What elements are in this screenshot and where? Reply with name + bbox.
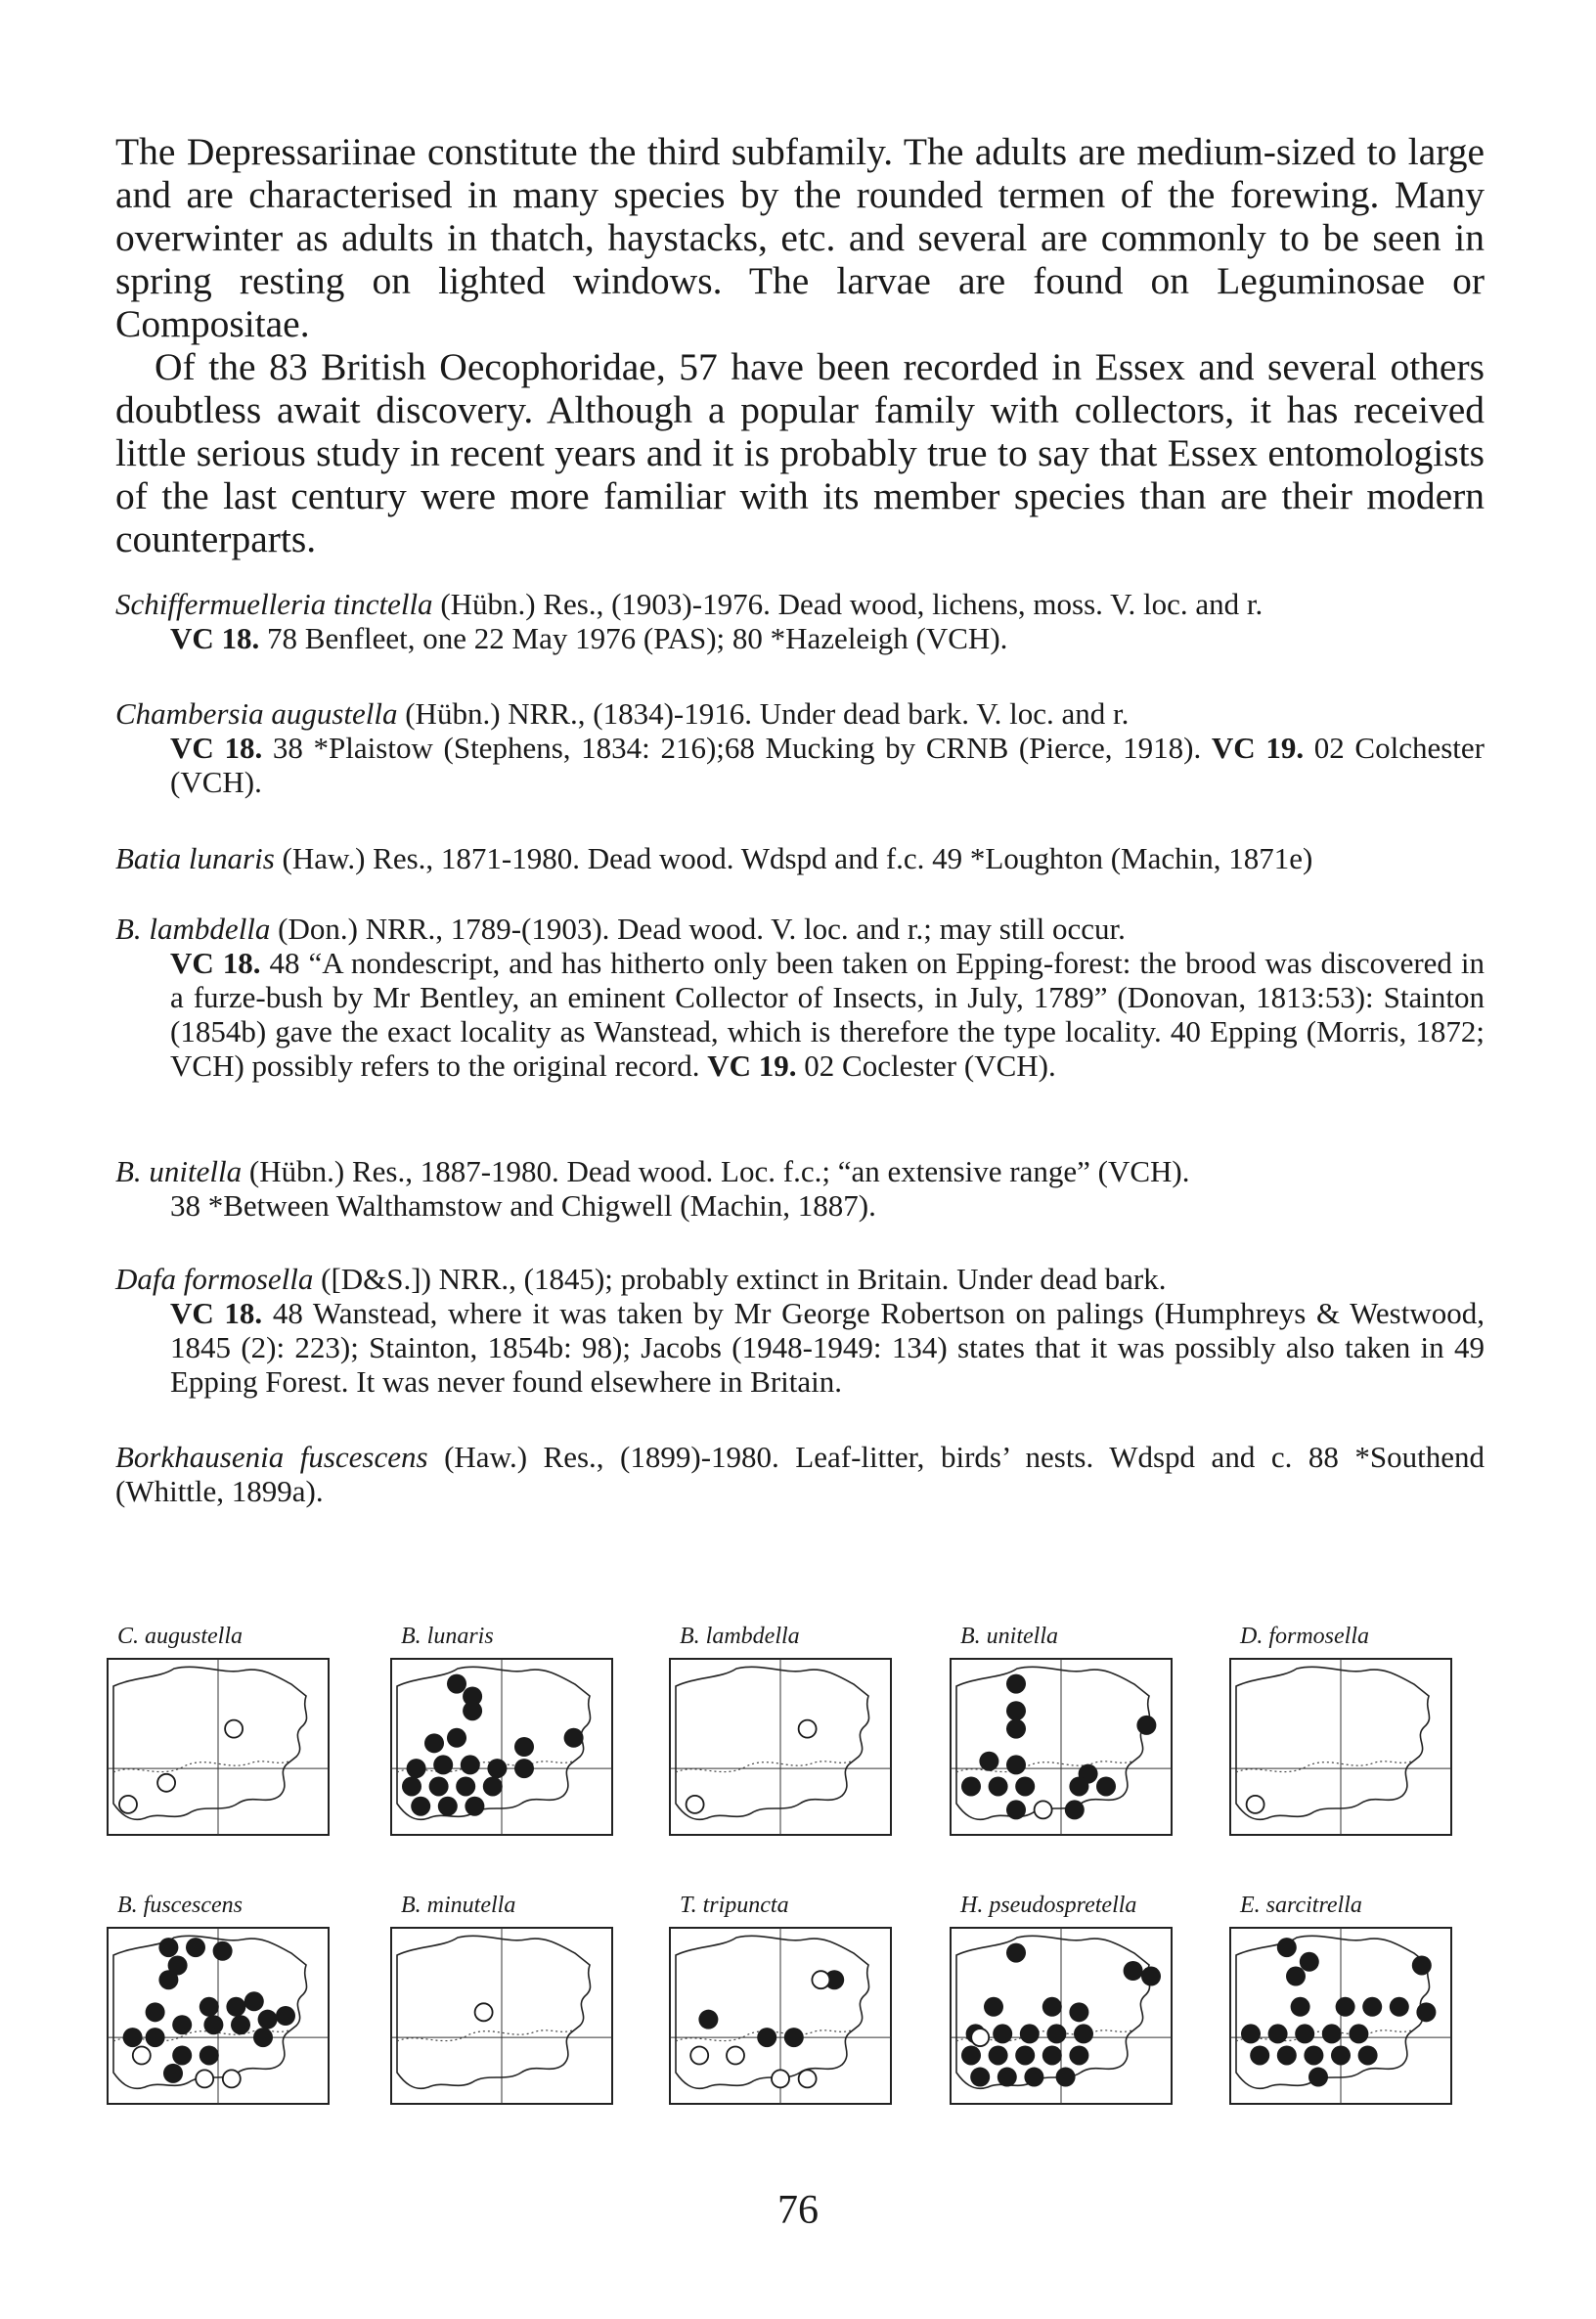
record-dot-recent — [487, 1759, 507, 1778]
record-dot-old — [225, 1720, 243, 1738]
record-dot-recent — [1358, 2045, 1378, 2065]
record-dot-recent — [1136, 1716, 1156, 1735]
record-dot-recent — [203, 2015, 223, 2034]
map-label: T. tripuncta — [680, 1893, 789, 1918]
record-dot-recent — [163, 2064, 183, 2083]
map-label: B. lunaris — [401, 1624, 494, 1649]
record-dot-recent — [1046, 2024, 1066, 2043]
record-dot-recent — [483, 1776, 503, 1796]
map-label: H. pseudospretella — [960, 1893, 1137, 1918]
record-dot-recent — [1390, 1997, 1409, 2017]
essex-map — [1228, 1657, 1453, 1837]
record-dot-recent — [1241, 2024, 1261, 2043]
vice-county: VC 18. — [170, 1296, 263, 1330]
species-entry — [115, 696, 1485, 799]
county-outline — [397, 1936, 591, 2088]
record-dot-recent — [1024, 2068, 1043, 2087]
page-number: 76 — [777, 2188, 819, 2233]
species-status: (Haw.) Res., (1899)-1980. Leaf-litter, birds’ nests. Wdspd and c. 88 *Southend (Whittle, 1899a). — [115, 1440, 1485, 1508]
essex-map — [389, 1926, 614, 2106]
record-dot-recent — [1331, 2045, 1351, 2065]
record-dot-recent — [158, 1938, 178, 1957]
map-label: B. minutella — [401, 1893, 516, 1918]
species-entry — [115, 912, 1485, 1083]
essex-map — [389, 1657, 614, 1837]
record-dot-recent — [1042, 2045, 1062, 2065]
distribution-map — [1228, 1893, 1483, 2106]
vice-county-boundary — [1236, 1761, 1414, 1772]
record-dot-recent — [1277, 1938, 1297, 1957]
species-name: Dafa formosella — [115, 1262, 314, 1296]
record-dot-recent — [1336, 1997, 1355, 2017]
essex-map — [1228, 1926, 1453, 2106]
vice-county: VC 18. — [170, 621, 260, 655]
record-dot-recent — [1295, 2024, 1314, 2043]
record-dot-recent — [698, 2010, 718, 2029]
record-dot-old — [690, 2046, 708, 2064]
vice-county-boundary — [676, 1761, 854, 1772]
species-record: 48 “A nondescript, and has hitherto only been taken on Epping-forest: the brood was discovered in a furze-bush by Mr Bentley, an eminent Collector of Insects, in July, 1789” (Donovan, 1813:53): Stainton (1854b) gave the exact locality as Wanstead, which is therefore the type locality. 40 Epping (Morris, 1872; VCH) possibly refers to the original record. — [170, 946, 1485, 1083]
record-dot-old — [727, 2046, 744, 2064]
record-dot-recent — [200, 1997, 219, 2017]
record-dot-recent — [1042, 1997, 1062, 2017]
record-dot-recent — [213, 1941, 233, 1961]
distribution-map — [106, 1624, 360, 1837]
record-dot-recent — [757, 2028, 776, 2047]
county-outline — [956, 1667, 1150, 1819]
record-dot-recent — [407, 1759, 426, 1778]
record-dot-old — [971, 2029, 989, 2046]
county-outline — [113, 1667, 307, 1819]
record-dot-old — [687, 1796, 704, 1813]
record-dot-recent — [172, 2015, 192, 2034]
record-dot-recent — [1349, 2024, 1368, 2043]
record-dot-old — [157, 1774, 175, 1792]
record-dot-recent — [158, 1970, 178, 1989]
species-status: (Hübn.) Res., (1903)-1976. Dead wood, lichens, moss. V. loc. and r. — [440, 587, 1264, 621]
map-label: B. unitella — [960, 1624, 1058, 1649]
record-dot-recent — [465, 1797, 484, 1816]
record-dot-recent — [447, 1728, 466, 1748]
record-dot-old — [475, 2003, 493, 2021]
species-record: 78 Benfleet, one 22 May 1976 (PAS); 80 *Hazeleigh (VCH). — [267, 621, 1008, 655]
record-dot-recent — [1069, 2045, 1088, 2065]
species-entry — [115, 841, 1485, 875]
record-dot-recent — [231, 2015, 250, 2034]
record-dot-recent — [1277, 2045, 1297, 2065]
intro-paragraph-2: Of the 83 British Oecophoridae, 57 have been recorded in Essex and several others doubtless await discovery. Although a popular family with collectors, it has received little serious study in recent years and it is probably true to say that Essex entomologists of the last century were more familiar with its member species than are their modern counterparts. — [115, 345, 1485, 560]
record-dot-recent — [1362, 1997, 1382, 2017]
distribution-map — [389, 1893, 643, 2106]
county-outline — [676, 1667, 869, 1819]
record-dot-old — [133, 2046, 151, 2064]
record-dot-old — [812, 1971, 829, 1988]
record-dot-recent — [1020, 2024, 1040, 2043]
species-entry — [115, 1440, 1485, 1508]
record-dot-recent — [1006, 1719, 1026, 1739]
vice-county-boundary — [397, 2029, 575, 2041]
species-name: Schiffermuelleria tinctella — [115, 587, 433, 621]
distribution-map — [668, 1893, 922, 2106]
record-dot-old — [772, 2070, 789, 2087]
species-name: B. lambdella — [115, 912, 271, 946]
essex-map — [949, 1926, 1174, 2106]
record-dot-recent — [514, 1737, 534, 1757]
record-dot-recent — [226, 1997, 245, 2017]
species-status: ([D&S.]) NRR., (1845); probably extinct in Britain. Under dead bark. — [321, 1262, 1167, 1296]
record-dot-recent — [1291, 1997, 1310, 2017]
record-dot-recent — [1141, 1967, 1161, 1986]
distribution-map — [949, 1893, 1203, 2106]
vice-county: VC 18. — [170, 946, 261, 980]
vice-county: VC 18. — [170, 731, 263, 765]
record-dot-recent — [146, 2028, 165, 2047]
distribution-maps — [106, 1624, 1504, 2171]
species-record: 38 *Plaistow (Stephens, 1834: 216);68 Mucking by CRNB (Pierce, 1918). — [272, 731, 1202, 765]
record-dot-recent — [1268, 2024, 1288, 2043]
record-dot-recent — [244, 1991, 264, 2011]
record-dot-recent — [456, 1776, 475, 1796]
map-label: C. augustella — [117, 1624, 244, 1649]
species-entry — [115, 1262, 1485, 1399]
species-record: 02 Coclester (VCH). — [804, 1048, 1056, 1083]
map-label: B. lambdella — [680, 1624, 800, 1649]
species-record: 38 *Between Walthamstow and Chigwell (Machin, 1887). — [170, 1188, 876, 1223]
record-dot-recent — [1416, 2002, 1436, 2022]
record-dot-recent — [564, 1728, 584, 1748]
record-dot-recent — [784, 2028, 804, 2047]
distribution-map — [1228, 1624, 1483, 1837]
vice-county: VC 19. — [707, 1048, 797, 1083]
record-dot-old — [799, 2070, 817, 2087]
record-dot-recent — [979, 1752, 998, 1771]
record-dot-recent — [438, 1797, 458, 1816]
record-dot-recent — [461, 1755, 480, 1774]
essex-map — [106, 1926, 331, 2106]
record-dot-recent — [1074, 2024, 1093, 2043]
record-dot-recent — [961, 2045, 981, 2065]
distribution-map — [389, 1624, 643, 1837]
record-dot-recent — [1006, 1800, 1026, 1819]
record-dot-recent — [402, 1776, 421, 1796]
record-dot-recent — [1056, 2068, 1076, 2087]
species-status: (Don.) NRR., 1789-(1903). Dead wood. V. loc. and r.; may still occur. — [278, 912, 1126, 946]
essex-map — [949, 1657, 1174, 1837]
record-dot-recent — [276, 2006, 295, 2026]
vice-county: VC 19. — [1211, 731, 1305, 765]
record-dot-recent — [989, 2045, 1008, 2065]
map-label: E. sarcitrella — [1240, 1893, 1362, 1918]
record-dot-recent — [424, 1733, 444, 1753]
map-label: D. formosella — [1240, 1624, 1369, 1649]
species-record: 02 Colchester (VCH). — [170, 731, 1485, 799]
distribution-map — [668, 1624, 922, 1837]
record-dot-recent — [411, 1797, 430, 1816]
record-dot-recent — [970, 2068, 990, 2087]
record-dot-old — [799, 1720, 817, 1738]
record-dot-recent — [253, 2028, 273, 2047]
record-dot-recent — [1015, 2045, 1035, 2065]
record-dot-recent — [258, 2010, 278, 2029]
record-dot-recent — [433, 1755, 453, 1774]
species-name: Borkhausenia fuscescens — [115, 1440, 428, 1474]
species-status: (Hübn.) Res., 1887-1980. Dead wood. Loc. f.c.; “an extensive range” (VCH). — [248, 1154, 1190, 1188]
record-dot-recent — [1300, 1952, 1319, 1972]
record-dot-recent — [1286, 1967, 1306, 1986]
intro-paragraph-1: The Depressariinae constitute the third subfamily. The adults are medium-sized to large and are characterised in many species by the rounded termen of the forewing. Many overwinter as adults in thatch, haystacks, etc. and several are commonly to be seen in spring resting on lighted windows. The larvae are found on Leguminosae or Compositae. — [115, 130, 1485, 345]
record-dot-recent — [1065, 1800, 1085, 1819]
record-dot-recent — [1124, 1961, 1143, 1981]
species-record: 48 Wanstead, where it was taken by Mr George Robertson on palings (Humphreys & Westwood, 1845 (2): 223); Stainton, 1854b: 98); Jacobs (1948-1949: 134) states that it was possibly also taken in 49 Epping Forest. It was never found elsewhere in Britain. — [170, 1296, 1485, 1399]
essex-map — [106, 1657, 331, 1837]
distribution-map — [949, 1624, 1203, 1837]
species-name: B. unitella — [115, 1154, 243, 1188]
record-dot-recent — [1006, 1701, 1026, 1720]
record-dot-recent — [993, 2024, 1012, 2043]
record-dot-recent — [1015, 1776, 1035, 1796]
distribution-map — [106, 1893, 360, 2106]
record-dot-old — [1035, 1801, 1052, 1818]
record-dot-recent — [514, 1759, 534, 1778]
species-name: Chambersia augustella — [115, 696, 398, 731]
record-dot-recent — [984, 1997, 1003, 2017]
record-dot-recent — [1006, 1674, 1026, 1694]
record-dot-recent — [1322, 2024, 1342, 2043]
record-dot-old — [196, 2070, 213, 2087]
record-dot-recent — [172, 2045, 192, 2065]
record-dot-recent — [447, 1674, 466, 1694]
record-dot-recent — [200, 2045, 219, 2065]
species-status: (Haw.) Res., 1871-1980. Dead wood. Wdspd and f.c. 49 *Loughton (Machin, 1871e) — [282, 841, 1313, 875]
record-dot-recent — [1304, 2045, 1323, 2065]
record-dot-old — [223, 2070, 241, 2087]
record-dot-old — [1247, 1796, 1264, 1813]
species-entry — [115, 1154, 1485, 1223]
intro-text — [115, 130, 1485, 560]
record-dot-recent — [998, 2068, 1017, 2087]
vice-county-boundary — [113, 1761, 291, 1772]
record-dot-recent — [1069, 1776, 1088, 1796]
species-name: Batia lunaris — [115, 841, 275, 875]
record-dot-recent — [1308, 2068, 1328, 2087]
record-dot-recent — [186, 1938, 205, 1957]
record-dot-recent — [1006, 1943, 1026, 1963]
essex-map — [668, 1657, 893, 1837]
record-dot-recent — [1069, 2002, 1088, 2022]
record-dot-recent — [989, 1776, 1008, 1796]
species-status: (Hübn.) NRR., (1834)-1916. Under dead bark. V. loc. and r. — [405, 696, 1130, 731]
record-dot-recent — [1250, 2045, 1269, 2065]
record-dot-recent — [146, 2002, 165, 2022]
species-entry — [115, 587, 1485, 655]
record-dot-old — [119, 1796, 137, 1813]
map-label: B. fuscescens — [117, 1893, 243, 1918]
record-dot-recent — [961, 1776, 981, 1796]
essex-map — [668, 1926, 893, 2106]
record-dot-recent — [123, 2028, 143, 2047]
county-outline — [1236, 1667, 1430, 1819]
record-dot-recent — [463, 1701, 482, 1720]
record-dot-recent — [1096, 1776, 1116, 1796]
record-dot-recent — [1006, 1755, 1026, 1774]
record-dot-recent — [1412, 1955, 1432, 1975]
record-dot-recent — [429, 1776, 449, 1796]
